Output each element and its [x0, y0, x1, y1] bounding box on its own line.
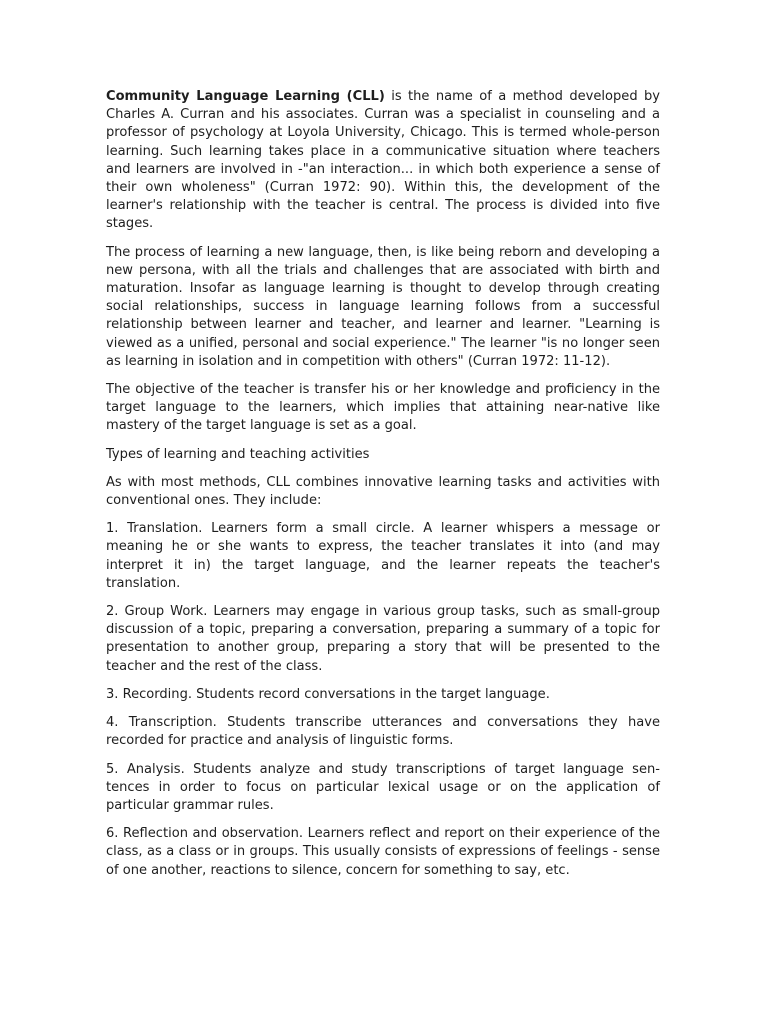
list-item-group-work: 2. Group Work. Learners may engage in various group tasks, such as small-group discussion of a topic, preparing a conversation, preparing a summary of a topic for presentation to another group, preparing a story that will be presented to the teacher and the rest of the class.	[106, 604, 660, 674]
list-item-recording: 3. Recording. Students record conversations in the target language.	[106, 686, 550, 702]
list-item-analysis: 5. Analysis. Students analyze and study transcriptions of target language sen-tences in order to focus on particular lexical usage or on the application of particular grammar rules.	[106, 761, 660, 813]
intro-text: is the name of a method developed by Charles A. Curran and his associates. Curran was a specialist in counseling and a professor of psychology at Loyola University, Chicago. This is termed whole-person learning. Such learning takes place in a communicative situation where teachers and learners are involved in -"an interaction... in which both experience a sense of their own wholeness" (Curran 1972: 90). Within this, the development of the learner's relationship with the teacher is central. The process is divided into five stages.	[106, 89, 660, 232]
intro-lead-term: Community Language Learning (CLL)	[106, 89, 385, 104]
paragraph-teacher-objective: The objective of the teacher is transfer his or her knowledge and proficiency in the target language to the learners, which implies that attaining near-native like mastery of the target language is set as a goal.	[106, 382, 660, 434]
list-item-transcription: 4. Transcription. Students transcribe utterances and conversations they have recorded for practice and analysis of linguistic forms.	[106, 715, 660, 749]
intro-paragraph	[106, 88, 660, 234]
document-page	[106, 88, 660, 890]
list-item-translation: 1. Translation. Learners form a small circle. A learner whispers a message or meaning he or she wants to express, the teacher translates it into (and may interpret it in) the target language, and the learner repeats the teacher's translation.	[106, 521, 660, 591]
paragraph-activities-intro: As with most methods, CLL combines innovative learning tasks and activities with conventional ones. They include:	[106, 474, 660, 509]
section-heading-activities: Types of learning and teaching activities	[106, 446, 370, 462]
list-item-reflection: 6. Reflection and observation. Learners reflect and report on their experience of the class, as a class or in groups. This usually consists of expressions of feelings - sense of one another, reactions to silence, concern for something to say, etc.	[106, 826, 660, 878]
paragraph-rebirth-metaphor: The process of learning a new language, then, is like being reborn and developing a new persona, with all the trials and challenges that are associated with birth and maturation. Insofar as language learning is thought to develop through creating social relationships, success in language learning follows from a successful relationship between learner and teacher, and learner and learner. "Learning is viewed as a unified, personal and social experience." The learner "is no longer seen as learning in isolation and in competition with others" (Curran 1972: 11-12).	[106, 244, 660, 369]
